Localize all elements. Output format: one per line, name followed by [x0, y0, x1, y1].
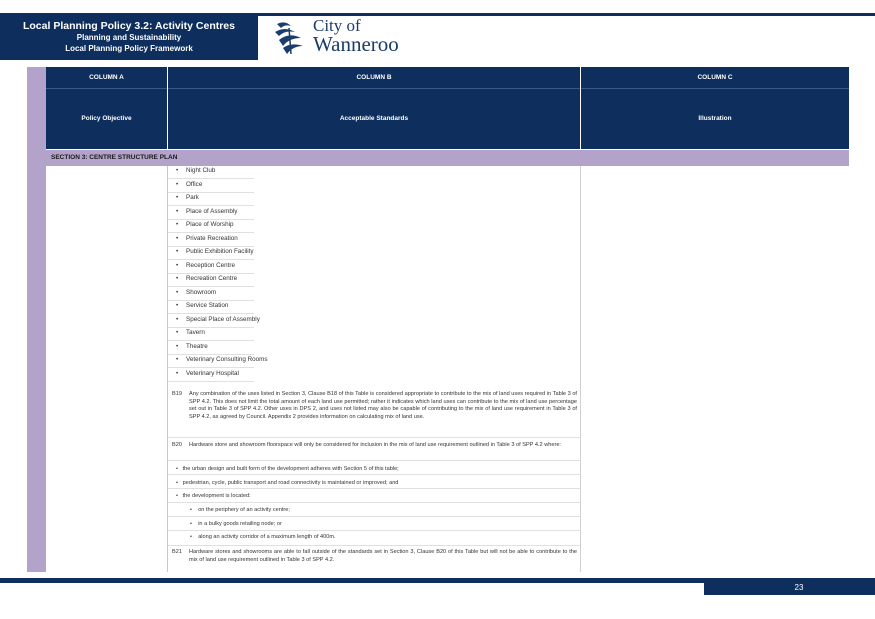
- bullet-dot: •: [176, 329, 179, 336]
- clause-b19: [172, 391, 577, 421]
- list-item-text: Park: [186, 194, 199, 201]
- header-divider-a: [46, 88, 167, 89]
- doc-title: Local Planning Policy 3.2: Activity Centres: [22, 20, 235, 32]
- logo-text-city: City of: [313, 16, 361, 35]
- row-divider: [168, 192, 254, 193]
- list-item-text: Place of Assembly: [186, 207, 238, 215]
- acceptable-standards-label: Acceptable Standards: [339, 115, 409, 122]
- row-divider: [168, 300, 254, 301]
- list-item-text: Tavern: [186, 329, 205, 336]
- bullet-dot: •: [176, 356, 179, 363]
- footer-bar: [0, 580, 704, 583]
- clause-text: Hardware stores and showrooms are able to fall outside of the standards set in Section 3, Clause B20 of this Table but will not be able to contribute to the mix of land use requirement outlined in Table 3 of SPP 4.2.: [189, 549, 577, 563]
- row-divider: [168, 205, 254, 206]
- bullet-dot: •: [176, 315, 179, 323]
- list-item-text: the urban design and built form of the development adheres with Section 5 of this table;: [182, 466, 399, 472]
- doc-subtitle: Planning and Sustainability: [76, 33, 182, 42]
- bullet-dot: •: [176, 288, 179, 296]
- clause-b20: [172, 442, 577, 450]
- list-item-text: Veterinary Hospital: [186, 369, 239, 377]
- list-item-text: the development is located:: [182, 493, 251, 499]
- header-divider-c: [581, 88, 849, 89]
- clause-text: Hardware store and showroom floorspace will only be considered for inclusion in the mix of land use requirement outlined in Table 3 of SPP 4.2 where:: [189, 442, 561, 448]
- bullet-dot: •: [176, 167, 179, 174]
- row-divider: [168, 273, 254, 274]
- bullet-dot: •: [176, 194, 179, 201]
- page-number: 23: [794, 583, 804, 592]
- row-divider: [168, 354, 254, 355]
- bullet-dot: •: [176, 302, 179, 309]
- row-divider: [168, 474, 580, 475]
- row-divider: [168, 437, 580, 438]
- list-item-text: Night Club: [186, 167, 216, 174]
- list-item-text: Place of Worship: [186, 221, 234, 228]
- bullet-dot: •: [176, 221, 179, 228]
- row-divider: [168, 460, 580, 461]
- list-item: • pedestrian, cycle, public transport and road connectivity is maintained or improved; and: [176, 480, 399, 486]
- list-item-text: Reception Centre: [186, 261, 236, 269]
- left-margin-bar: [27, 67, 46, 572]
- list-item-text: Theatre: [186, 342, 208, 350]
- bullet-dot: •: [176, 342, 179, 350]
- list-item-text: Office: [186, 180, 203, 188]
- row-divider: [168, 530, 580, 531]
- sub-list-item-text: on the periphery of an activity centre;: [198, 507, 290, 513]
- bullet-dot: •: [176, 261, 179, 269]
- row-divider: [168, 488, 580, 489]
- row-divider: [168, 313, 254, 314]
- bullet-dot: •: [176, 207, 179, 215]
- section-title: SECTION 3: CENTRE STRUCTURE PLAN: [51, 154, 178, 161]
- header-divider-b: [168, 88, 580, 89]
- clause-number: B21: [172, 549, 182, 555]
- clause-number: B20: [172, 442, 182, 448]
- row-divider: [168, 502, 580, 503]
- column-c-title: COLUMN C: [697, 74, 733, 81]
- row-divider: [168, 381, 254, 382]
- column-divider: [580, 166, 581, 572]
- row-divider: [168, 327, 254, 328]
- column-a-title: COLUMN A: [89, 74, 124, 81]
- row-divider: [168, 259, 254, 260]
- row-divider: [168, 232, 254, 233]
- bullet-dot: •: [176, 234, 179, 242]
- column-b-title: COLUMN B: [356, 74, 392, 81]
- bullet-dot: •: [176, 275, 179, 282]
- list-item-text: Special Place of Assembly: [186, 315, 260, 323]
- policy-objective-label: Policy Objective: [81, 115, 132, 122]
- list-item-text: Showroom: [186, 288, 217, 296]
- sub-list-item: • on the periphery of an activity centre;: [190, 507, 290, 513]
- city-logo: [271, 18, 431, 58]
- list-item-text: Veterinary Consulting Rooms: [186, 356, 268, 363]
- bullet-dot: •: [176, 180, 179, 188]
- wanneroo-logo-icon: [271, 18, 311, 58]
- policy-objective-column: [46, 166, 168, 572]
- list-item: • the urban design and built form of the development adheres with Section 5 of this table;: [176, 466, 399, 472]
- row-divider: [168, 545, 580, 546]
- clause-b21: [172, 549, 577, 564]
- row-divider: [168, 246, 254, 247]
- clause-text: Any combination of the uses listed in Section 3, Clause B18 of this Table is considered appropriate to contribute to the mix of land uses required in Table 3 of SPP 4.2. This does not limit the total amount of each land use permitted; rather it indicates which land uses can contribute to the mix of land use percentage set out in Table 3 of SPP 4.2. Other uses in DPS 2, and uses not listed may also be capable of contributing to the mix of land use requirement in Table 3 of SPP 4.2, as agreed by Council. Appendix 2 provides information on calculating mix of land use.: [189, 391, 577, 420]
- list-item-text: Recreation Centre: [186, 275, 238, 282]
- row-divider: [168, 178, 254, 179]
- row-divider: [168, 367, 254, 368]
- illustration-label: Illustration: [698, 115, 732, 122]
- sub-list-item-text: along an activity corridor of a maximum length of 400m.: [198, 534, 336, 540]
- bullet-dot: •: [176, 369, 179, 377]
- list-item-text: Service Station: [186, 302, 229, 309]
- list-item: • the development is located:: [176, 493, 251, 499]
- doc-subtitle-2: Local Planning Policy Framework: [65, 44, 193, 53]
- logo-text-wanneroo: Wanneroo: [313, 32, 399, 56]
- sub-list-item-text: in a bulky goods retailing node; or: [198, 521, 282, 527]
- list-item-text: pedestrian, cycle, public transport and road connectivity is maintained or improved; and: [182, 480, 399, 486]
- row-divider: [168, 219, 254, 220]
- row-divider: [168, 286, 254, 287]
- sub-list-item: • in a bulky goods retailing node; or: [190, 521, 282, 527]
- clause-number: B19: [172, 391, 182, 397]
- row-divider: [168, 340, 254, 341]
- row-divider: [168, 516, 580, 517]
- sub-list-item: • along an activity corridor of a maximum length of 400m.: [190, 534, 336, 540]
- bullet-dot: •: [176, 248, 179, 255]
- list-item-text: Private Recreation: [186, 234, 238, 242]
- list-item-text: Public Exhibition Facility: [186, 248, 254, 255]
